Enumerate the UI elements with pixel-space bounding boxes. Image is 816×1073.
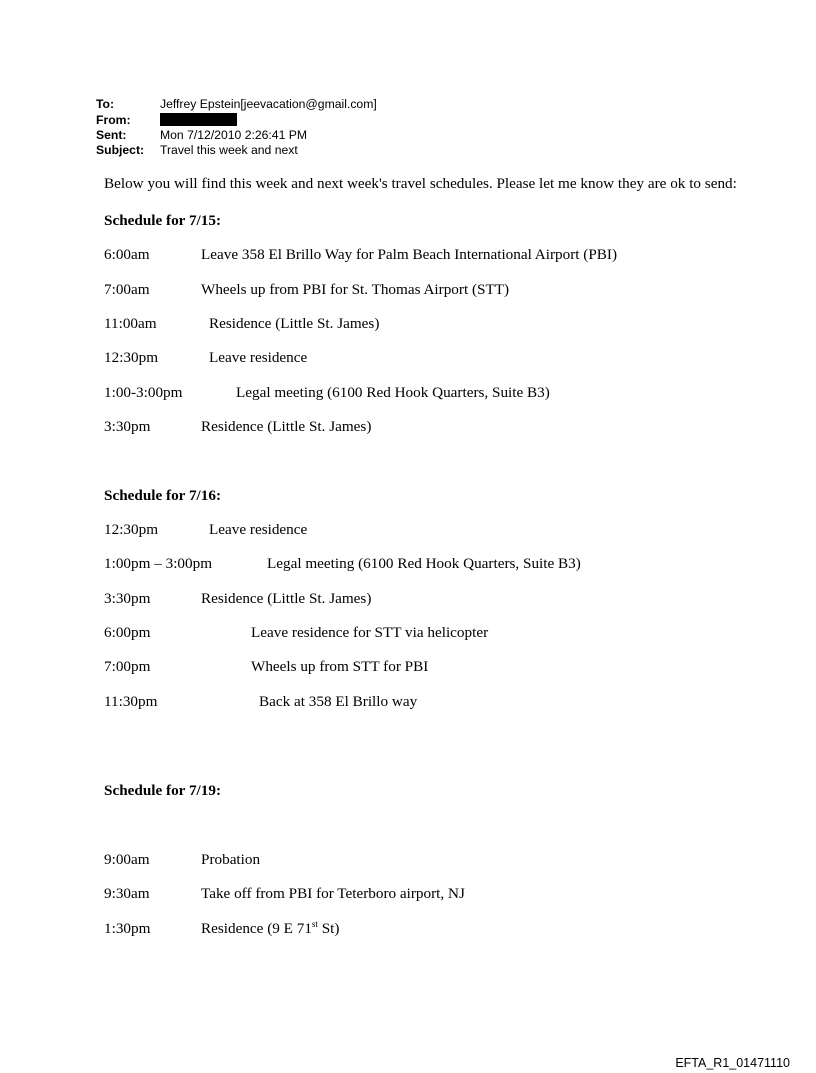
schedule-desc: Residence (Little St. James) — [201, 418, 372, 435]
schedule-desc: Wheels up from PBI for St. Thomas Airport (STT) — [201, 281, 510, 298]
schedule-time: 6:00am — [104, 246, 150, 263]
schedule-desc: Residence (Little St. James) — [201, 590, 372, 607]
schedule-title: Schedule for 7/15: — [104, 212, 221, 229]
desc-text: St) — [317, 920, 340, 937]
document-id: EFTA_R1_01471110 — [675, 1056, 790, 1070]
schedule-desc: Legal meeting (6100 Red Hook Quarters, Suite B3) — [267, 555, 581, 572]
schedule-time: 1:30pm — [104, 920, 151, 937]
schedule-time: 12:30pm — [104, 521, 159, 538]
schedule-title: Schedule for 7/16: — [104, 487, 221, 504]
ordinal-suffix: st — [311, 918, 318, 929]
schedule-time: 9:00am — [104, 851, 150, 868]
schedule-time: 6:00pm — [104, 624, 151, 641]
schedule-time: 1:00pm – 3:00pm — [104, 555, 213, 572]
to-value: Jeffrey Epstein[jeevacation@gmail.com] — [160, 97, 377, 111]
schedule-desc: Leave residence for STT via helicopter — [251, 624, 489, 641]
intro-paragraph: Below you will find this week and next week's travel schedules. Please let me know they are ok to send: — [104, 175, 737, 192]
schedule-time: 11:00am — [104, 315, 157, 332]
schedule-desc: Back at 358 El Brillo way — [259, 693, 418, 710]
schedule-desc — [201, 920, 339, 938]
schedule-time: 12:30pm — [104, 349, 159, 366]
schedule-time: 11:30pm — [104, 693, 158, 710]
subject-label: Subject: — [96, 143, 145, 157]
schedule-desc: Take off from PBI for Teterboro airport, NJ — [201, 885, 465, 902]
schedule-time: 9:30am — [104, 885, 150, 902]
schedule-desc: Legal meeting (6100 Red Hook Quarters, Suite B3) — [236, 384, 550, 401]
schedule-time: 3:30pm — [104, 590, 151, 607]
schedule-time: 7:00pm — [104, 658, 151, 675]
subject-value: Travel this week and next — [160, 143, 298, 157]
sent-value: Mon 7/12/2010 2:26:41 PM — [160, 128, 308, 142]
schedule-time: 7:00am — [104, 281, 150, 298]
schedule-desc: Wheels up from STT for PBI — [251, 658, 429, 675]
schedule-title: Schedule for 7/19: — [104, 782, 221, 799]
schedule-desc: Leave residence — [209, 521, 308, 538]
from-label: From: — [96, 113, 131, 127]
schedule-desc: Residence (Little St. James) — [209, 315, 380, 332]
to-label: To: — [96, 97, 115, 111]
desc-text: Residence (9 E 71 — [201, 920, 312, 937]
schedule-desc: Leave residence — [209, 349, 308, 366]
schedule-desc: Leave 358 El Brillo Way for Palm Beach International Airport (PBI) — [201, 246, 618, 263]
schedule-desc: Probation — [201, 851, 261, 868]
sent-label: Sent: — [96, 128, 127, 142]
schedule-time: 3:30pm — [104, 418, 151, 435]
schedule-time: 1:00-3:00pm — [104, 384, 183, 401]
redaction-bar — [160, 113, 237, 126]
